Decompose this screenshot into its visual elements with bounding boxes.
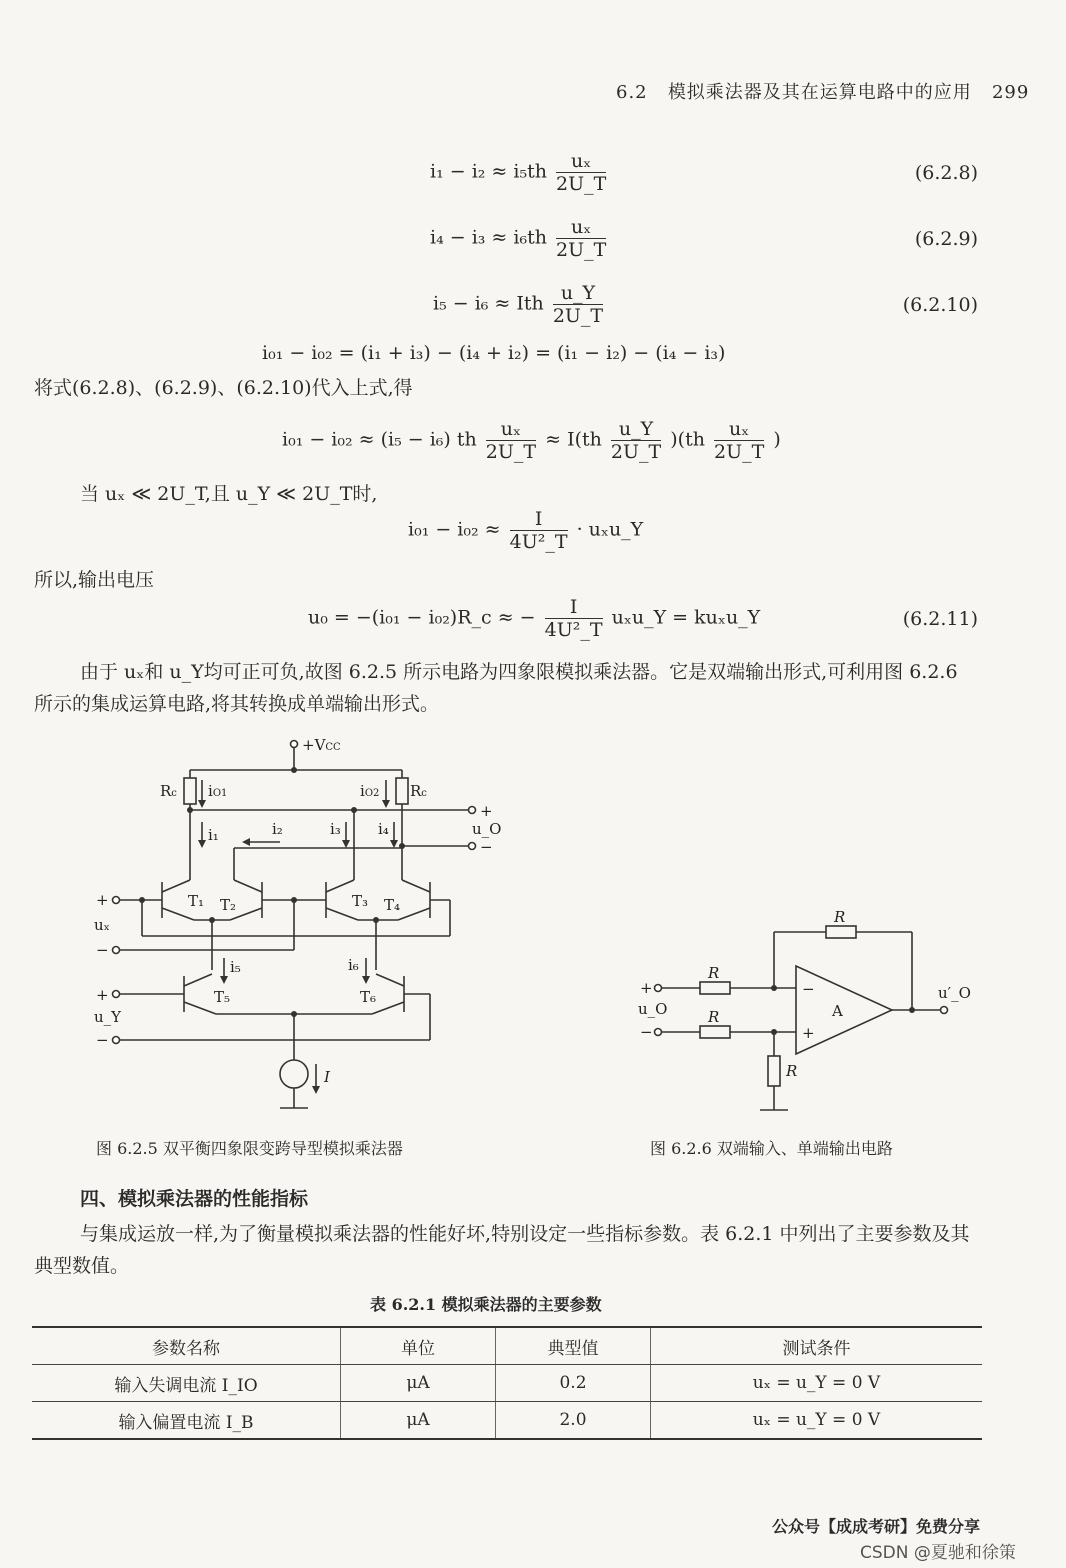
uo-label: u_O (472, 820, 502, 838)
eq-number-6-2-11: (6.2.11) (902, 608, 978, 630)
svg-text:−: − (96, 941, 109, 959)
table-caption: 表 6.2.1 模拟乘法器的主要参数 (370, 1295, 602, 1314)
equation-6-2-10: i₅ − i₆ ≈ Ith $\frac{u\_Y}{2U\_T}$ (433, 282, 604, 327)
svg-text:+: + (802, 1024, 815, 1042)
svg-text:+: + (640, 979, 653, 997)
equation-6-2-8: i₁ − i₂ ≈ i₅th $\frac{\text{uₓ}}{2U\_T}$ (430, 150, 607, 195)
svg-text:+: + (480, 802, 493, 820)
svg-text:−: − (96, 1031, 109, 1049)
svg-text:R: R (834, 908, 846, 926)
vcc-label: +VCC (302, 736, 341, 754)
table-row: 输入失调电流 I_IO μA 0.2 uₓ = u_Y = 0 V (32, 1365, 982, 1402)
csdn-watermark: CSDN @夏驰和徐策 (860, 1543, 1016, 1563)
ux-label: uₓ (94, 916, 111, 934)
equation-6-2-11: u₀ = −(i₀₁ − i₀₂)R_c ≈ − $\frac{I}{\text{4U²\_T}}$ uₓu_Y = kuₓu_Y (308, 596, 761, 641)
svg-text:−: − (480, 838, 493, 856)
figure-6-2-6-caption: 图 6.2.6 双端输入、单端输出电路 (650, 1139, 893, 1158)
eq-number-6-2-9: (6.2.9) (914, 228, 978, 250)
t6-label: T₆ (360, 988, 377, 1006)
page-number: 299 (991, 82, 1030, 103)
equation-6-2-9: i₄ − i₃ ≈ i₆th $\frac{\text{uₓ}}{2U\_T}$ (430, 216, 607, 261)
col-header-condition: 测试条件 (651, 1327, 983, 1365)
text-condition: 当 uₓ ≪ 2U_T,且 u_Y ≪ 2U_T时, (80, 483, 378, 505)
i5-label: i₅ (230, 958, 241, 976)
col-header-name: 参数名称 (32, 1327, 341, 1365)
parameter-table (32, 1326, 982, 1440)
col-header-typical: 典型值 (496, 1327, 651, 1365)
uo-prime-label: u′_O (938, 984, 971, 1002)
i1-label: i₁ (208, 826, 219, 844)
table-row: 输入偏置电流 I_B μA 2.0 uₓ = u_Y = 0 V (32, 1402, 982, 1440)
svg-text:R: R (786, 1062, 798, 1080)
svg-text:+: + (96, 986, 109, 1004)
i6-label: i₆ (348, 956, 359, 974)
t5-label: T₅ (214, 988, 231, 1006)
eq-number-6-2-10: (6.2.10) (902, 294, 978, 316)
t1-label: T₁ (188, 892, 205, 910)
t4-label: T₄ (384, 896, 401, 914)
header-title: 模拟乘法器及其在运算电路中的应用 (667, 82, 972, 103)
eq-number-6-2-8: (6.2.8) (914, 162, 978, 184)
svg-text:−: − (640, 1023, 653, 1041)
paragraph-quadrant: 由于 uₓ和 u_Y均可正可负,故图 6.2.5 所示电路为四象限模拟乘法器。它是双端输出形式,可利用图 6.2.6 所示的集成运算电路,将其转换成单端输出形式。 (34, 661, 958, 715)
i3-label: i₃ (330, 820, 341, 838)
single-ended-output-circuit (636, 900, 976, 1120)
text-output-voltage: 所以,输出电压 (34, 569, 155, 591)
i4-label: i₄ (378, 820, 389, 838)
uy-label: u_Y (94, 1008, 122, 1026)
rc-left-label: Rc (160, 782, 177, 800)
figure-6-2-5-caption: 图 6.2.5 双平衡四象限变跨导型模拟乘法器 (96, 1139, 403, 1158)
current-i-label: I (324, 1068, 330, 1086)
header-section: 6.2 (616, 82, 648, 103)
svg-text:−: − (802, 980, 815, 998)
equation-approx: i₀₁ − i₀₂ ≈ $\frac{I}{\text{4U²\_T}}$ · uₓu_Y (408, 508, 644, 553)
t2-label: T₂ (220, 896, 237, 914)
io1-label: iO1 (208, 782, 228, 800)
col-header-unit: 单位 (341, 1327, 496, 1365)
io2-label: iO2 (360, 782, 380, 800)
t3-label: T₃ (352, 892, 369, 910)
multiplier-circuit-diagram (80, 730, 502, 1120)
running-header (616, 78, 1029, 104)
opamp-a-label: A (832, 1002, 843, 1020)
paragraph-indicators: 与集成运放一样,为了衡量模拟乘法器的性能好坏,特别设定一些指标参数。表 6.2.1 中列出了主要参数及其典型数值。 (34, 1223, 970, 1277)
equation-current-sum: i₀₁ − i₀₂ = (i₁ + i₃) − (i₄ + i₂) = (i₁ − i₂) − (i₄ − i₃) (262, 342, 726, 364)
i2-label: i₂ (272, 820, 283, 838)
svg-text:R: R (708, 1008, 720, 1026)
svg-text:R: R (708, 964, 720, 982)
equation-output-current: i₀₁ − i₀₂ ≈ (i₅ − i₆) th $\frac{\text{uₓ}}{2U\_T}$ ≈ I(th $\frac{u\_Y}{2U\_T}$ )(th $\frac{\text{uₓ}}{2U\_T}$ ) (282, 418, 781, 463)
footer-share: 公众号【成成考研】免费分享 (772, 1517, 981, 1536)
uo-input-label: u_O (638, 1000, 668, 1018)
section-heading: 四、模拟乘法器的性能指标 (80, 1188, 309, 1210)
rc-right-label: Rc (410, 782, 427, 800)
svg-text:+: + (96, 891, 109, 909)
text-substitute: 将式(6.2.8)、(6.2.9)、(6.2.10)代入上式,得 (34, 377, 413, 399)
